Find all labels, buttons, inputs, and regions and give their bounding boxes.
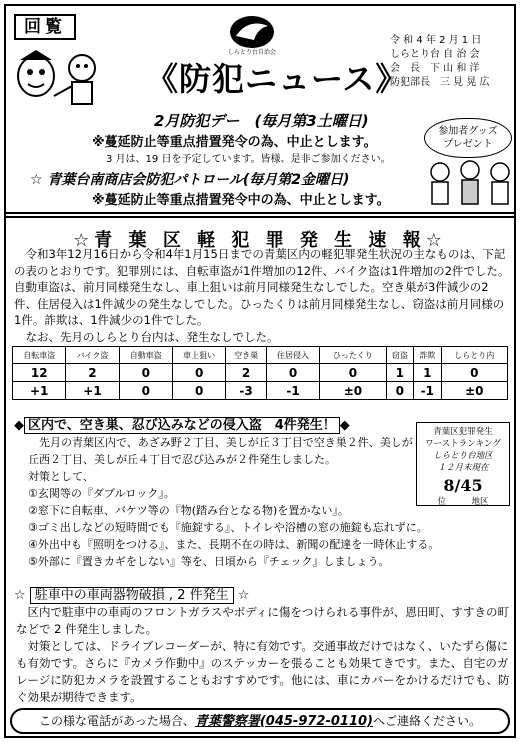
ranking-box xyxy=(416,422,510,506)
bubble-line-2: プレゼント xyxy=(443,139,493,150)
swan-logo-icon xyxy=(228,14,276,56)
patrol-title: ☆ 青葉台南商店会防犯パトロール(毎月第2金曜日) xyxy=(30,172,350,188)
table-cell: 2 xyxy=(66,364,119,382)
vehicle-heading xyxy=(14,584,249,603)
issuer-block xyxy=(390,34,490,90)
table-cell: +1 xyxy=(66,382,119,400)
table-row xyxy=(13,364,508,382)
table-cell: ±0 xyxy=(441,382,507,400)
bubble-line-1: 参加者グッズ xyxy=(438,126,498,137)
heading-diamond: ◆ xyxy=(339,418,350,433)
table-cell: 2 xyxy=(226,364,266,382)
circulation-stamp: 回覧 xyxy=(14,14,76,40)
list-item: ④外出中も『照明をつける』、また、長期不在の時は、新聞の配達を一時休止する。 xyxy=(28,538,440,551)
table-header: ひったくり xyxy=(320,347,386,364)
table-cell: 0 xyxy=(119,364,172,382)
crime-report-note: なお、先月のしらとり台内は、発生なしでした。 xyxy=(25,329,279,344)
table-header: 詐欺 xyxy=(414,347,442,364)
crime-prevention-day-title: 2月防犯デー (毎月第3土曜日) xyxy=(154,112,369,130)
newsletter-page xyxy=(4,4,516,738)
list-item: ⑤外部に『置きカギをしない』等を、日頃から『チェック』しましょう。 xyxy=(28,555,390,568)
table-row xyxy=(13,382,508,400)
crime-report-body xyxy=(14,246,510,345)
table-header: 自転車盗 xyxy=(13,347,66,364)
cancel-notice-2: ※蔓延防止等重点措置発令中の為、中止とします。 xyxy=(92,193,390,208)
table-cell: 0 xyxy=(266,364,319,382)
list-item: ②窓下に自転車、バケツ等の『物(踏み台となる物)を置かない』。 xyxy=(28,504,349,517)
vehicle-paragraph-2: 対策としては、ドライブレコーダーが、特に有効です。交通事故だけではなく、いたずら傷にも有効です。さらに『カメラ作動中』のステッカーを張ることも効果てきです。また、自宅のガレージに防犯カメラを設置することもおすすめです。他には、車にカバーをかけるだけでも、防ぐ効果が期待できます。 xyxy=(16,639,510,704)
table-header: 空き巣 xyxy=(226,347,266,364)
table-cell: 0 xyxy=(441,364,507,382)
table-cell: -1 xyxy=(414,382,442,400)
crime-report-title: ☆青 葉 区 軽 犯 罪 発 生 速 報☆ xyxy=(73,230,447,251)
table-cell: -1 xyxy=(266,382,319,400)
table-cell: 1 xyxy=(386,364,414,382)
ranking-value: 8/45 xyxy=(443,476,483,495)
association-name: しらとり台 自 治 会 xyxy=(390,49,480,60)
vehicle-body xyxy=(16,604,510,706)
footer-suffix: へご連絡ください。 xyxy=(373,714,482,728)
countermeasure-lead: 対策として、 xyxy=(28,470,94,483)
list-item: ③ゴミ出しなどの短時間でも『施錠する』、トイレや浴槽の窓の施錠も忘れずに。 xyxy=(28,521,428,534)
ranking-line: ワーストランキング xyxy=(425,439,501,449)
table-header: しらとり内 xyxy=(441,347,507,364)
burglary-body xyxy=(28,434,440,570)
vehicle-paragraph-1: 区内で駐車中の車両のフロントガラスやボディに傷をつけられる事件が、恩田町、すすきの町などで 2 件発生しました。 xyxy=(16,605,509,636)
ranking-line: １２月末現在 xyxy=(437,463,489,473)
table-header: 住居侵入 xyxy=(266,347,319,364)
burglary-heading-text: 区内で、空き巣、忍び込みなどの侵入盗 4件発生！ xyxy=(24,417,340,434)
chairman: 会 長 下 山 和 洋 xyxy=(390,63,480,74)
vehicle-heading-text: 駐車中の車両器物破損 , 2 件発生 xyxy=(30,587,234,604)
burglary-heading xyxy=(14,414,350,433)
crime-report-paragraph: 令和3年12月16日から令和4年1月15日までの青葉区内の軽犯罪発生状況の主なものは、下記の表のとおりです。犯罪別には、自転車盗が1件増加の12件、バイク盗は1件増加の2件でした。自動車盗は、前月同様発生なし、車上狙いは前月同様発生なしでした。空き巣が3件減少の2件、住居侵入は1件減少の発生なしでした。ひったくりは前月同様発生なし、窃盗は前月同様の1件。詐欺は、1件減少の1件でした。 xyxy=(14,247,510,327)
table-cell: 0 xyxy=(320,364,386,382)
table-cell: 0 xyxy=(119,382,172,400)
divider-2 xyxy=(6,216,514,218)
table-header-row xyxy=(13,347,508,364)
table-cell: 12 xyxy=(13,364,66,382)
heading-diamond: ◆ xyxy=(14,418,24,433)
table-cell: +1 xyxy=(13,382,66,400)
table-header: バイク盗 xyxy=(66,347,119,364)
next-month-note: 3 月は、19 日を予定しています。皆様、是非ご参加ください。 xyxy=(106,154,391,165)
table-header: 自動車盗 xyxy=(119,347,172,364)
table-cell: 1 xyxy=(414,364,442,382)
ranking-line: しらとり台地区 xyxy=(433,451,493,461)
table-cell: 0 xyxy=(386,382,414,400)
list-item: ①玄関等の『ダブルロック』。 xyxy=(28,487,175,500)
table-cell: 0 xyxy=(172,364,225,382)
issue-date: 令 和 4 年 2 月 1 日 xyxy=(390,35,482,46)
heading-star: ☆ xyxy=(237,588,250,603)
ranking-line: 青葉区犯罪発生 xyxy=(433,427,493,437)
table-cell: ±0 xyxy=(320,382,386,400)
logo-text: しらとり台自治会 xyxy=(228,49,276,56)
cancel-notice-1: ※蔓延防止等重点措置発令の為、中止とします。 xyxy=(92,135,377,150)
crime-stats-table xyxy=(12,346,508,400)
table-cell: -3 xyxy=(226,382,266,400)
divider-1 xyxy=(6,212,514,214)
crime-prevention-head: 防犯部長 三 見 晃 広 xyxy=(390,77,490,88)
ranking-unit: 位 地区 xyxy=(437,497,489,507)
kids-mascot-icon xyxy=(424,158,516,210)
footer-prefix: この様な電話があった場合、 xyxy=(38,714,195,728)
table-header: 窃盗 xyxy=(386,347,414,364)
heading-star: ☆ xyxy=(14,588,26,603)
table-cell: 0 xyxy=(172,382,225,400)
contact-footer xyxy=(10,708,510,734)
security-mascot-icon xyxy=(14,46,102,110)
table-header: 車上狙い xyxy=(172,347,225,364)
police-station-contact: 青葉警察署(045-972-0110) xyxy=(194,714,373,729)
page-title: 《防犯ニュース》 xyxy=(146,60,409,98)
present-bubble xyxy=(424,118,512,158)
burglary-paragraph: 先月の青葉区内で、あざみ野２丁目、美しが丘３丁目で空き巣２件、美しが丘西２丁目、美しが丘４丁目で忍び込みが２件発生しました。 xyxy=(28,436,413,466)
